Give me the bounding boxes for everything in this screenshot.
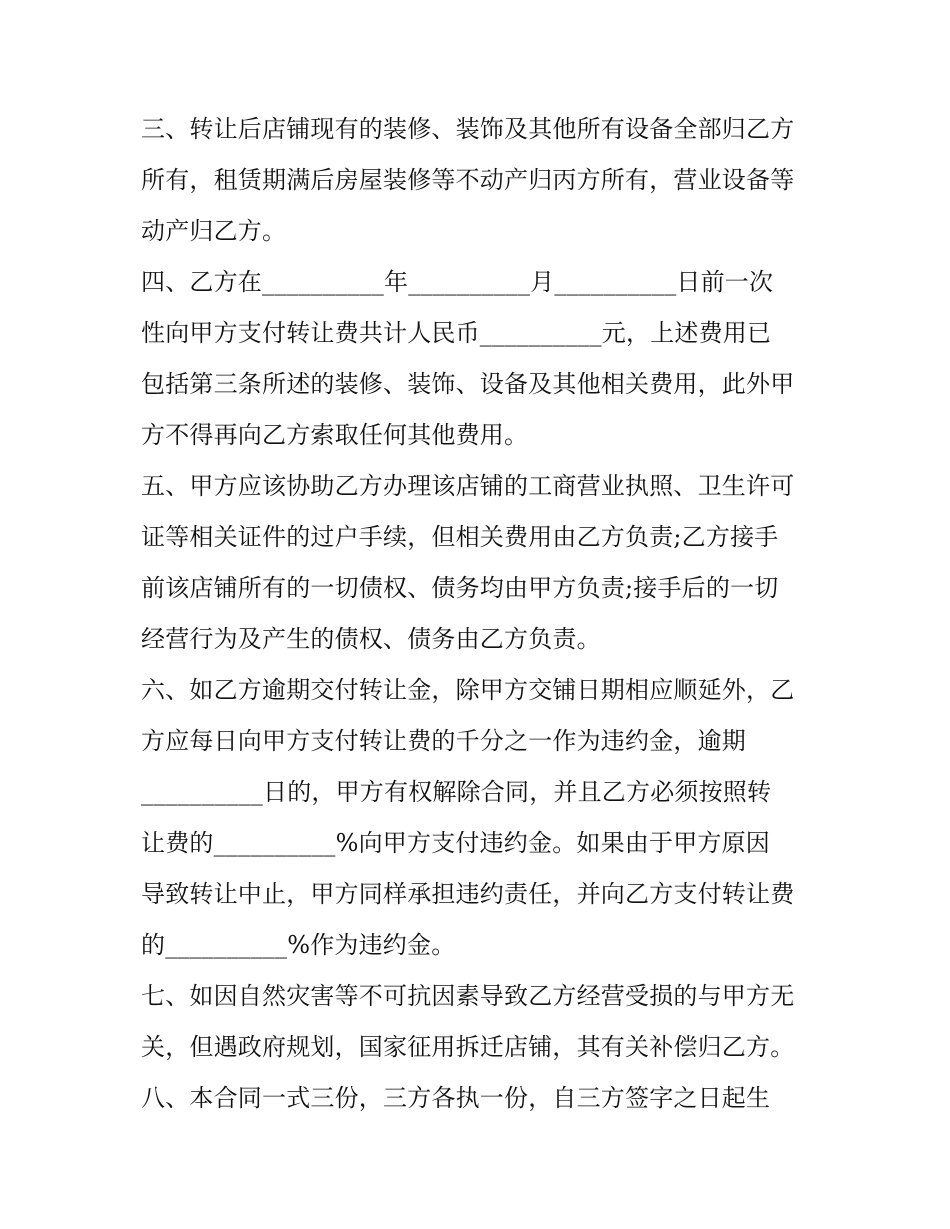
text-line: 六、如乙方逾期交付转让金，除甲方交铺日期相应顺延外，乙 bbox=[141, 676, 795, 704]
text-line: 导致转让中止，甲方同样承担违约责任，并向乙方支付转让费 bbox=[141, 880, 795, 908]
text-line: __________日的，甲方有权解除合同，并且乙方必须按照转 bbox=[141, 778, 772, 806]
text-line: 方不得再向乙方索取任何其他费用。 bbox=[141, 421, 529, 449]
text-line: 的__________%作为违约金。 bbox=[141, 931, 456, 959]
text-line: 关，但遇政府规划，国家征用拆迁店铺，其有关补偿归乙方。 bbox=[141, 1033, 795, 1061]
text-line: 动产归乙方。 bbox=[141, 217, 287, 245]
text-line: 四、乙方在__________年__________月__________日前一次 bbox=[141, 268, 774, 296]
text-line: 性向甲方支付转让费共计人民币__________元，上述费用已 bbox=[141, 319, 772, 347]
text-line: 七、如因自然灾害等不可抗因素导致乙方经营受损的与甲方无 bbox=[141, 982, 795, 1010]
text-line: 五、甲方应该协助乙方办理该店铺的工商营业执照、卫生许可 bbox=[141, 472, 795, 500]
text-line: 包括第三条所述的装修、装饰、设备及其他相关费用，此外甲 bbox=[141, 370, 795, 398]
text-line: 经营行为及产生的债权、债务由乙方负责。 bbox=[141, 625, 601, 653]
text-line: 方应每日向甲方支付转让费的千分之一作为违约金，逾期 bbox=[141, 727, 746, 755]
text-line: 证等相关证件的过户手续，但相关费用由乙方负责;乙方接手 bbox=[141, 523, 779, 551]
text-line: 八、本合同一式三份，三方各执一份，自三方签字之日起生 bbox=[141, 1084, 771, 1112]
text-line: 让费的__________%向甲方支付违约金。如果由于甲方原因 bbox=[141, 829, 771, 857]
text-line: 三、转让后店铺现有的装修、装饰及其他所有设备全部归乙方 bbox=[141, 115, 795, 143]
text-line: 前该店铺所有的一切债权、债务均由甲方负责;接手后的一切 bbox=[141, 574, 779, 602]
text-line: 所有，租赁期满后房屋装修等不动产归丙方所有，营业设备等 bbox=[141, 166, 795, 194]
